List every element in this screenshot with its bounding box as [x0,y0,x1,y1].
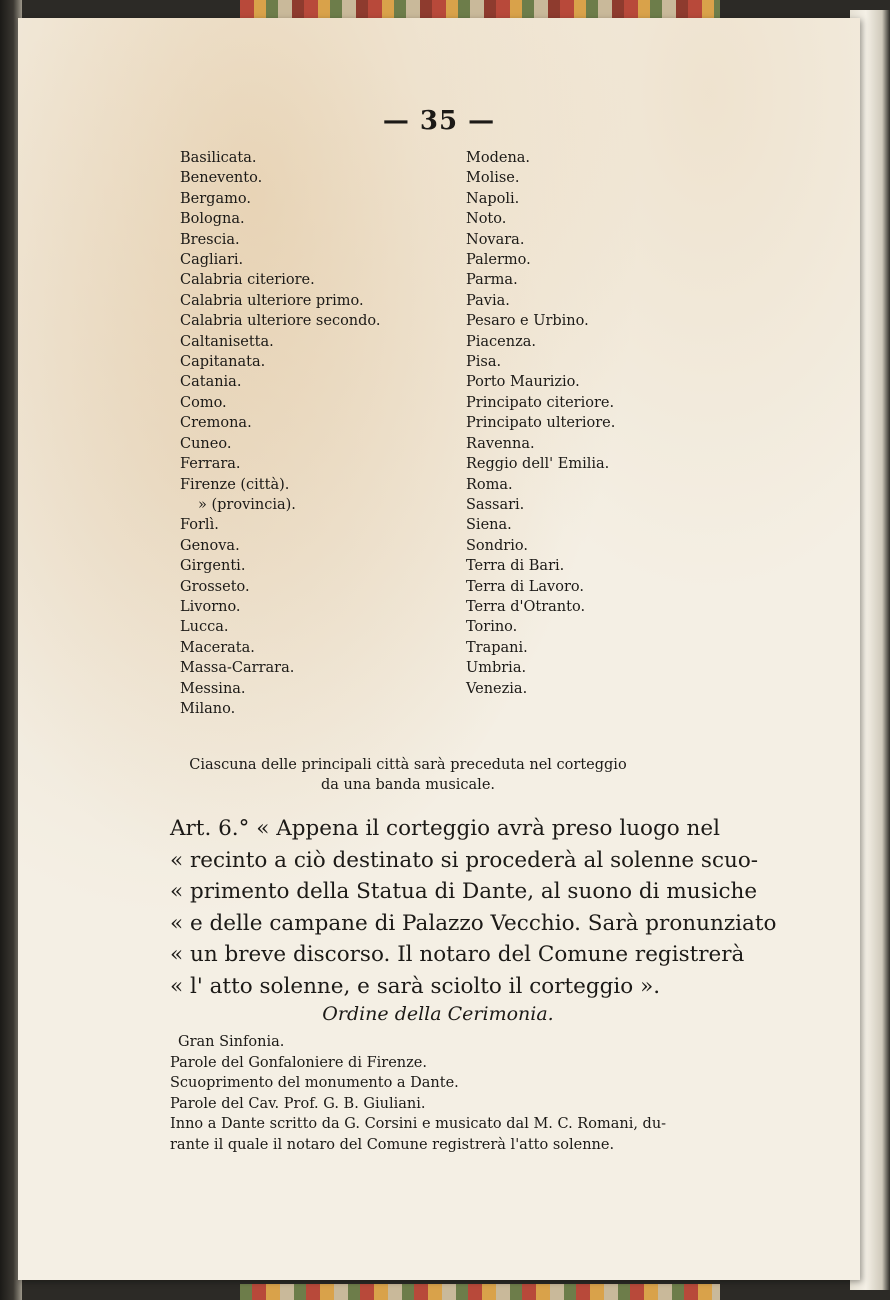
program-item: Parole del Gonfaloniere di Firenze. [170,1054,427,1071]
list-item: Modena. [466,150,531,166]
list-item: Macerata. [180,639,255,656]
list-item: Porto Maurizio. [466,374,580,391]
marbled-cover-bottom [240,1284,720,1300]
list-item: Genova. [180,537,240,554]
list-item: Basilicata. [180,150,257,166]
list-item: Pavia. [466,292,510,309]
list-item: Trapani. [466,639,528,656]
list-item: Principato ulteriore. [466,415,616,432]
band-note-line: Ciascuna delle principali città sarà preceduta nel corteggio [189,757,627,773]
list-item: Lucca. [180,619,229,636]
list-item: Principato citeriore. [466,394,615,411]
list-item: Palermo. [466,252,531,269]
list-item: Forlì. [180,517,219,534]
list-item: Sassari. [466,496,525,513]
program-item: rante il quale il notaro del Comune registrerà l'atto solenne. [170,1136,615,1153]
list-item: Torino. [466,619,518,636]
article-line: « e delle campane di Palazzo Vecchio. Sarà pronunziato [170,910,777,936]
list-item: Grosseto. [180,578,250,595]
band-note [168,755,648,795]
list-item: Ravenna. [466,435,535,452]
list-item: Novara. [466,231,525,248]
list-item: Siena. [466,517,512,534]
list-item: Caltanisetta. [180,333,274,350]
list-item: Firenze (città). [180,476,290,493]
list-item: Noto. [466,211,507,228]
ceremony-title: Ordine della Cerimonia. [322,1003,554,1025]
ceremony-program [170,1032,666,1155]
article-line: « primento della Statua di Dante, al suono di musiche [170,879,758,904]
list-item: Calabria citeriore. [180,272,315,289]
article-line: Art. 6.° « Appena il corteggio avrà preso luogo nel [170,816,720,841]
list-item: Capitanata. [180,354,266,371]
article-line: « un breve discorso. Il notaro del Comune registrerà [170,942,745,967]
list-item: Terra di Lavoro. [466,578,584,595]
province-list-right [466,148,615,699]
list-item: Terra d'Otranto. [466,598,586,615]
list-item: Terra di Bari. [466,558,565,575]
list-item: Cremona. [180,415,252,432]
book-page [18,18,860,1280]
list-item: Napoli. [466,190,520,207]
list-item: Piacenza. [466,333,536,350]
list-item: Roma. [466,476,513,493]
article-6 [170,813,777,1002]
article-line: « l' atto solenne, e sarà sciolto il corteggio ». [170,973,661,999]
list-item: Benevento. [180,170,263,187]
list-item: Milano. [180,700,236,717]
list-item: Bergamo. [180,190,251,207]
list-item: Calabria ulteriore primo. [180,292,364,309]
list-item: Pesaro e Urbino. [466,313,589,330]
list-item: Sondrio. [466,537,528,554]
list-item: Cuneo. [180,435,232,452]
program-item: Gran Sinfonia. [178,1034,285,1050]
program-item: Parole del Cav. Prof. G. B. Giuliani. [170,1095,426,1112]
list-item: Massa-Carrara. [180,660,295,677]
list-item: Ferrara. [180,456,241,473]
band-note-line: da una banda musicale. [320,777,496,793]
list-item: Venezia. [466,680,528,697]
list-item: Parma. [466,272,518,289]
list-item: Pisa. [466,354,502,371]
list-item: Catania. [180,374,242,391]
page-number: — 35 — [382,106,496,136]
list-item: Bologna. [180,211,245,228]
list-item: Livorno. [180,598,241,615]
list-item: Brescia. [180,231,240,248]
list-item: Como. [180,394,227,411]
list-item: Cagliari. [180,252,244,269]
province-list-left [180,148,381,719]
list-item: Umbria. [466,660,527,677]
list-item: Reggio dell' Emilia. [466,456,610,473]
list-item: Messina. [180,680,246,697]
list-item: » (provincia). [198,496,296,513]
list-item: Molise. [466,170,520,187]
article-line: « recinto a ciò destinato si procederà al solenne scuo- [170,847,759,873]
program-item: Scuoprimento del monumento a Dante. [170,1075,459,1091]
program-item: Inno a Dante scritto da G. Corsini e musicato dal M. C. Romani, du- [170,1116,667,1132]
list-item: Girgenti. [180,558,246,575]
list-item: Calabria ulteriore secondo. [180,313,381,330]
